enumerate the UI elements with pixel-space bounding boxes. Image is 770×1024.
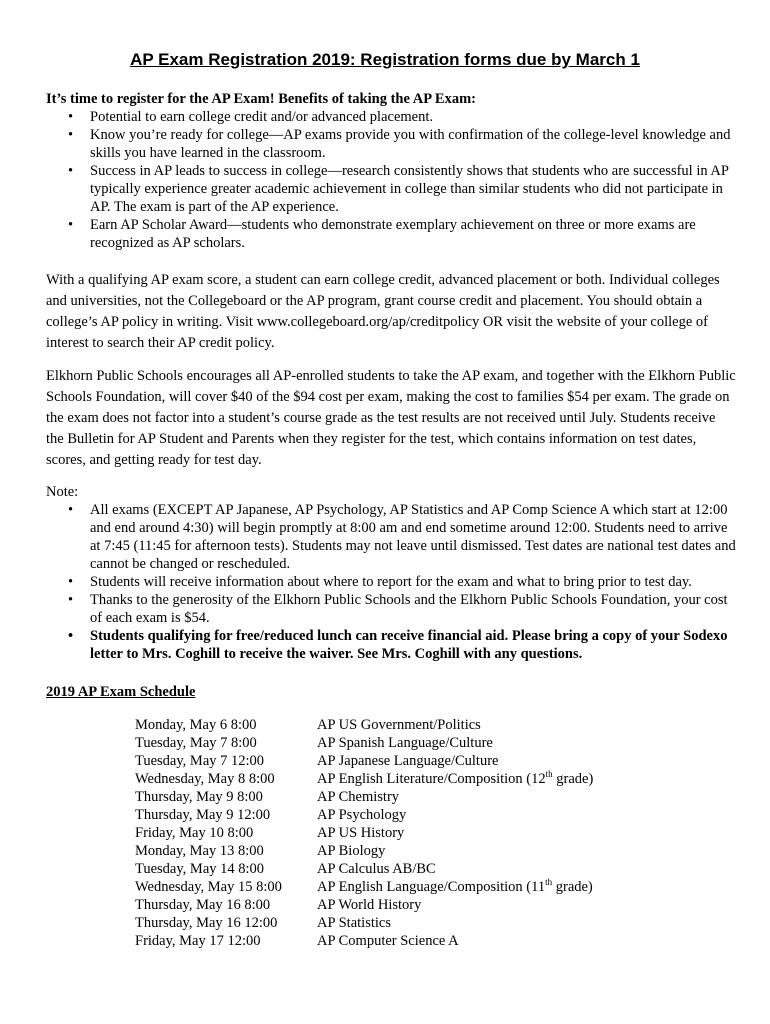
schedule-exam — [317, 734, 593, 752]
note-item — [46, 591, 736, 627]
exam-name-suffix: grade) — [552, 771, 594, 787]
note-item — [46, 501, 736, 573]
cost-paragraph: Elkhorn Public Schools encourages all AP-enrolled students to take the AP exam, and together with the Elkhorn Public Schools Foundation, will cover $40 of the $94 cost per exam, making the cost to families $54 per exam. The grade on the exam does not factor into a student’s course grade as the test results are not received until July. Students receive the Bulletin for AP Student and Parents when they register for the test, which contains information on test dates, scores, and getting ready for test day. — [46, 368, 736, 468]
credit-paragraph: With a qualifying AP exam score, a student can earn college credit, advanced placement or both. Individual colleges and universities, not the Collegeboard or the AP program, grant course credit and placement. You should obtain a college’s AP policy in writing. Visit www.collegeboard.org/ap/creditpolicy OR visit the website of your college of interest to search their AP credit policy. — [46, 272, 720, 351]
schedule-exam — [317, 842, 593, 860]
benefit-text: Potential to earn college credit and/or advanced placement. — [90, 109, 434, 125]
exam-name: AP English Language/Composition (11 — [317, 879, 546, 895]
exam-name: AP Calculus AB/BC — [317, 861, 436, 877]
exam-name: AP Spanish Language/Culture — [317, 735, 493, 751]
exam-schedule-table — [135, 716, 593, 950]
benefits-list — [46, 108, 736, 252]
schedule-exam — [317, 788, 593, 806]
schedule-title: 2019 AP Exam Schedule — [46, 684, 196, 700]
cost-section — [46, 366, 736, 471]
schedule-exam — [317, 716, 593, 734]
schedule-time: Friday, May 17 12:00 — [135, 933, 261, 949]
schedule-row — [135, 914, 593, 932]
exam-name-suffix: grade) — [552, 879, 593, 895]
exam-name: AP US History — [317, 825, 405, 841]
schedule-row — [135, 896, 593, 914]
exam-name: AP Statistics — [317, 915, 391, 931]
bullet-icon: • — [68, 217, 74, 233]
schedule-time: Thursday, May 9 12:00 — [135, 807, 271, 823]
schedule-row — [135, 806, 593, 824]
schedule-exam — [317, 860, 593, 878]
schedule-time: Monday, May 13 8:00 — [135, 843, 264, 859]
schedule-row — [135, 734, 593, 752]
benefits-lead: It’s time to register for the AP Exam! Benefits of taking the AP Exam: — [46, 91, 476, 107]
benefit-item — [46, 108, 736, 126]
schedule-row — [135, 770, 593, 788]
benefit-item — [46, 216, 736, 252]
benefit-text: Earn AP Scholar Award—students who demonstrate exemplary achievement on three or more exams are recognized as AP scholars. — [90, 217, 696, 251]
schedule-row — [135, 878, 593, 896]
schedule-exam — [317, 878, 593, 896]
note-section — [46, 483, 736, 663]
exam-name: AP Psychology — [317, 807, 407, 823]
schedule-time: Tuesday, May 7 8:00 — [135, 735, 257, 751]
exam-schedule-body — [135, 716, 593, 950]
exam-name: AP Biology — [317, 843, 386, 859]
benefit-text: Know you’re ready for college—AP exams provide you with confirmation of the college-level knowledge and skills you have learned in the classroom. — [90, 127, 731, 161]
bullet-icon: • — [68, 628, 74, 644]
schedule-time: Tuesday, May 7 12:00 — [135, 753, 265, 769]
schedule-time: Thursday, May 9 8:00 — [135, 789, 263, 805]
ordinal-suffix: th — [545, 769, 553, 780]
schedule-row — [135, 860, 593, 878]
schedule-time: Wednesday, May 8 8:00 — [135, 771, 275, 787]
schedule-exam — [317, 824, 593, 842]
schedule-time: Tuesday, May 14 8:00 — [135, 861, 265, 877]
note-item-financial-aid — [46, 627, 736, 663]
schedule-exam — [317, 932, 593, 950]
note-text: Students will receive information about where to report for the exam and what to bring prior to test day. — [90, 574, 692, 590]
exam-name: AP Chemistry — [317, 789, 400, 805]
benefit-text: Success in AP leads to success in college—research consistently shows that students who are successful in AP typically experience greater academic achievement in college than similar students who did not participate in AP. The exam is part of the AP experience. — [90, 163, 729, 215]
note-label: Note: — [46, 484, 79, 500]
schedule-time: Friday, May 10 8:00 — [135, 825, 254, 841]
schedule-row — [135, 788, 593, 806]
schedule-row — [135, 842, 593, 860]
exam-name: AP US Government/Politics — [317, 717, 481, 733]
schedule-row — [135, 716, 593, 734]
bullet-icon: • — [68, 109, 74, 125]
bullet-icon: • — [68, 163, 74, 179]
schedule-row — [135, 752, 593, 770]
schedule-time: Thursday, May 16 12:00 — [135, 915, 278, 931]
note-item — [46, 573, 736, 591]
schedule-time: Thursday, May 16 8:00 — [135, 897, 271, 913]
schedule-exam — [317, 914, 593, 932]
benefits-section — [46, 90, 736, 252]
exam-name: AP Computer Science A — [317, 933, 459, 949]
bullet-icon: • — [68, 592, 74, 608]
schedule-row — [135, 932, 593, 950]
schedule-exam — [317, 770, 593, 788]
bullet-icon: • — [68, 574, 74, 590]
exam-name: AP World History — [317, 897, 422, 913]
note-text: All exams (EXCEPT AP Japanese, AP Psychology, AP Statistics and AP Comp Science A which start at 12:00 and end around 4:30) will begin promptly at 8:00 am and end sometime around 12:00. Students need to arrive at 7:45 (11:45 for afternoon tests). Students may not leave until dismissed. Test dates are national test dates and cannot be changed or rescheduled. — [90, 502, 736, 572]
page-title: AP Exam Registration 2019: Registration forms due by March 1 — [130, 50, 640, 69]
schedule-heading-block — [46, 683, 736, 701]
schedule-time: Monday, May 6 8:00 — [135, 717, 257, 733]
schedule-time: Wednesday, May 15 8:00 — [135, 879, 282, 895]
exam-name: AP Japanese Language/Culture — [317, 753, 499, 769]
credit-section — [46, 270, 736, 354]
note-list — [46, 501, 736, 663]
schedule-exam — [317, 806, 593, 824]
note-text: Thanks to the generosity of the Elkhorn Public Schools and the Elkhorn Public Schools Foundation, your cost of each exam is $54. — [90, 592, 728, 626]
benefit-item — [46, 162, 736, 216]
schedule-row — [135, 824, 593, 842]
benefit-item — [46, 126, 736, 162]
ordinal-suffix: th — [545, 877, 553, 888]
note-text: Students qualifying for free/reduced lunch can receive financial aid. Please bring a copy of your Sodexo letter to Mrs. Coghill to receive the waiver. See Mrs. Coghill with any questions. — [90, 628, 728, 662]
bullet-icon: • — [68, 502, 74, 518]
exam-name: AP English Literature/Composition (12 — [317, 771, 546, 787]
schedule-exam — [317, 752, 593, 770]
bullet-icon: • — [68, 127, 74, 143]
schedule-exam — [317, 896, 593, 914]
